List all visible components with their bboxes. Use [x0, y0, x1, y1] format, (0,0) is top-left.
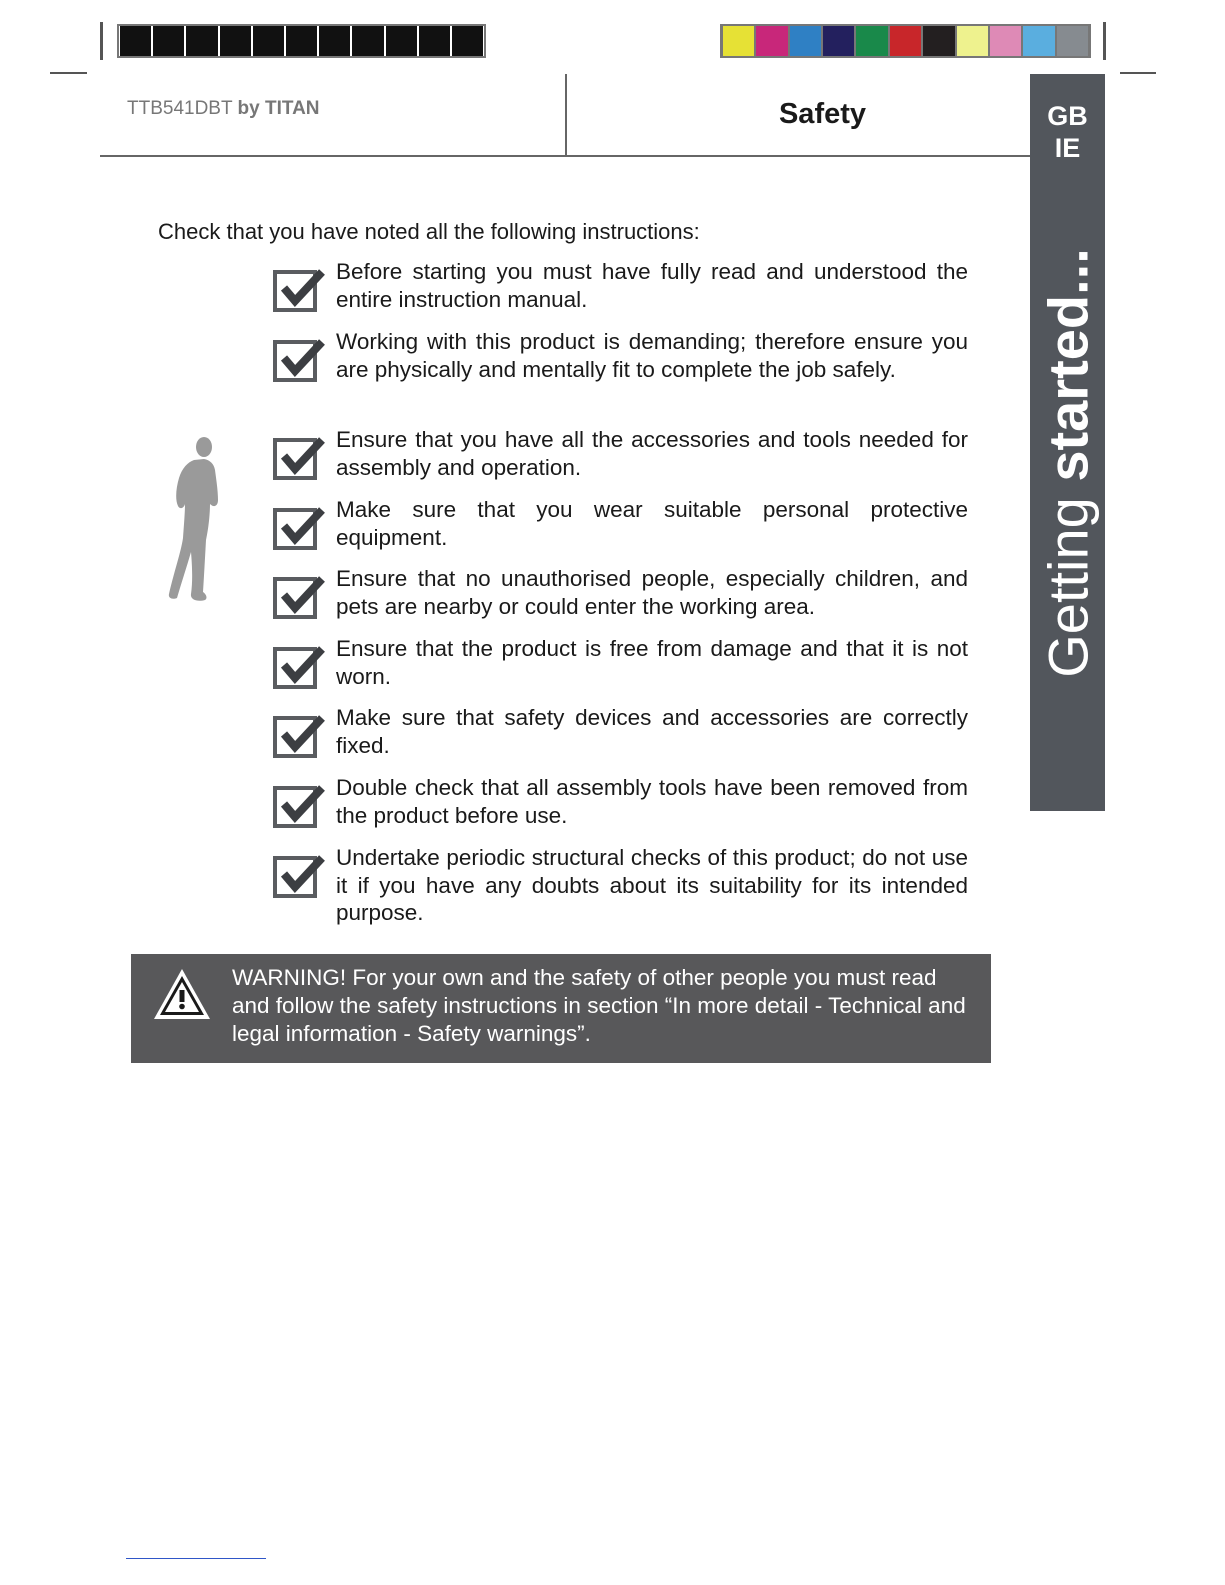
checklist-item: [272, 844, 968, 934]
checklist-item-text: Double check that all assembly tools have been removed from the product before use.: [336, 775, 968, 828]
checklist-item-text: Ensure that you have all the accessories and tools needed for assembly and operation.: [336, 427, 968, 480]
section-label: [1036, 248, 1101, 678]
warning-text: WARNING! For your own and the safety of other people you must read and follow the safety instructions in section “In more detail - Technical and legal information - Safety warnings”.: [232, 965, 966, 1046]
header-divider: [565, 74, 567, 156]
color-swatch: [957, 26, 988, 56]
language-ie: IE: [1054, 133, 1081, 163]
checkbox-checked-icon: [272, 780, 326, 830]
intro-text: Check that you have noted all the following instructions:: [158, 219, 700, 244]
checkbox-checked-icon: [272, 850, 326, 900]
crop-mark-left: [50, 72, 87, 74]
warning-triangle-icon: [151, 966, 213, 1022]
person-silhouette-icon: [160, 434, 226, 604]
checkbox-checked-icon: [272, 502, 326, 552]
checklist-item-text: Before starting you must have fully read and understood the entire instruction manual.: [336, 259, 968, 312]
checkbox-checked-icon: [272, 264, 326, 314]
section-label-bold: started...: [1036, 248, 1100, 482]
crop-mark-right: [1120, 72, 1156, 74]
language-gb: GB: [1047, 101, 1088, 131]
checkbox-checked-icon: [272, 571, 326, 621]
model-name: [127, 98, 320, 120]
brand-name: by TITAN: [237, 98, 320, 119]
color-swatch: [1023, 26, 1054, 56]
checkbox-checked-icon: [272, 334, 326, 384]
checklist-item-text: Make sure that you wear suitable personal protective equipment.: [336, 497, 968, 550]
color-print-strip: [720, 24, 1091, 58]
color-swatch: [990, 26, 1021, 56]
checklist-item: [272, 328, 968, 418]
checklist-item-text: Ensure that no unauthorised people, especially children, and pets are nearby or could enter the working area.: [336, 566, 968, 619]
footer-rule: [126, 1558, 266, 1559]
color-swatch: [790, 26, 821, 56]
color-swatch: [756, 26, 787, 56]
color-swatch: [890, 26, 921, 56]
checklist-item-text: Make sure that safety devices and accessories are correctly fixed.: [336, 705, 968, 758]
header-rule: [100, 155, 1031, 157]
checkbox-checked-icon: [272, 432, 326, 482]
checklist-item-text: Ensure that the product is free from damage and that it is not worn.: [336, 636, 968, 689]
page-title: Safety: [778, 98, 867, 130]
color-swatch: [1057, 26, 1088, 56]
checklist-item-text: Working with this product is demanding; therefore ensure you are physically and mentally fit to complete the job safely.: [336, 329, 968, 382]
checkbox-checked-icon: [272, 641, 326, 691]
warning-box: [131, 954, 991, 1063]
checklist-item-text: Undertake periodic structural checks of this product; do not use it if you have any doubts about its suitability for its intended purpose.: [336, 845, 968, 925]
registration-mark-right: [1103, 22, 1106, 60]
color-swatch: [856, 26, 887, 56]
color-swatch: [823, 26, 854, 56]
language-codes: [1030, 100, 1105, 164]
black-print-strip: [117, 24, 486, 58]
registration-mark-left: [100, 22, 103, 60]
color-swatch: [923, 26, 954, 56]
color-swatch: [723, 26, 754, 56]
side-tab: [1030, 74, 1105, 811]
checkbox-checked-icon: [272, 710, 326, 760]
model-number: TTB541DBT: [127, 98, 233, 119]
section-label-regular: Getting: [1036, 481, 1100, 678]
